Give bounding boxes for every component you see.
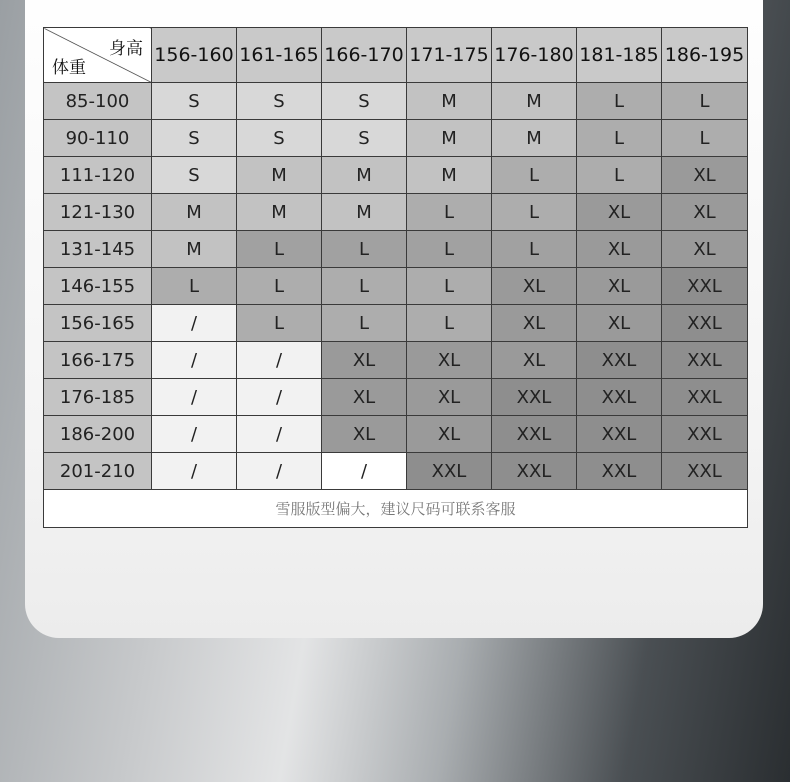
weight-range-cell: 146-155 — [44, 268, 152, 305]
size-cell: M — [407, 83, 492, 120]
size-cell: XXL — [577, 342, 662, 379]
height-header: 161-165 — [237, 28, 322, 83]
size-cell: S — [152, 83, 237, 120]
height-header: 186-195 — [662, 28, 748, 83]
size-cell: / — [322, 453, 407, 490]
weight-range-cell: 111-120 — [44, 157, 152, 194]
size-cell: L — [577, 120, 662, 157]
size-cell: XL — [322, 342, 407, 379]
size-cell: M — [152, 194, 237, 231]
size-cell: M — [152, 231, 237, 268]
weight-range-cell: 121-130 — [44, 194, 152, 231]
weight-range-cell: 186-200 — [44, 416, 152, 453]
size-cell: L — [577, 157, 662, 194]
size-note: 雪服版型偏大，建议尺码可联系客服 — [44, 490, 748, 528]
size-cell: L — [492, 231, 577, 268]
size-cell: L — [492, 157, 577, 194]
size-cell: L — [407, 268, 492, 305]
size-row — [44, 453, 748, 490]
size-chart-table — [43, 27, 748, 528]
height-header: 166-170 — [322, 28, 407, 83]
size-cell: L — [237, 268, 322, 305]
size-cell: XXL — [492, 379, 577, 416]
size-cell: L — [322, 231, 407, 268]
size-cell: L — [577, 83, 662, 120]
size-cell: L — [322, 305, 407, 342]
size-cell: XXL — [662, 342, 748, 379]
size-cell: / — [237, 416, 322, 453]
size-cell: M — [492, 83, 577, 120]
size-cell: S — [237, 83, 322, 120]
corner-cell — [44, 28, 152, 83]
size-cell: L — [407, 305, 492, 342]
size-cell: S — [237, 120, 322, 157]
size-cell: XXL — [662, 268, 748, 305]
size-cell: M — [237, 157, 322, 194]
height-header: 176-180 — [492, 28, 577, 83]
weight-range-cell: 176-185 — [44, 379, 152, 416]
size-cell: XXL — [662, 379, 748, 416]
size-cell: XL — [407, 342, 492, 379]
weight-range-cell: 131-145 — [44, 231, 152, 268]
height-axis-label: 身高 — [109, 39, 143, 59]
size-cell: / — [152, 453, 237, 490]
size-cell: L — [152, 268, 237, 305]
size-cell: XL — [577, 194, 662, 231]
height-header: 181-185 — [577, 28, 662, 83]
size-cell: XL — [577, 305, 662, 342]
size-cell: XL — [662, 157, 748, 194]
size-cell: XL — [577, 231, 662, 268]
size-row — [44, 379, 748, 416]
size-cell: M — [322, 194, 407, 231]
size-cell: L — [662, 120, 748, 157]
weight-range-cell: 85-100 — [44, 83, 152, 120]
size-row — [44, 416, 748, 453]
size-cell: / — [237, 453, 322, 490]
size-cell: XL — [407, 379, 492, 416]
height-header: 171-175 — [407, 28, 492, 83]
size-cell: / — [152, 342, 237, 379]
weight-range-cell: 166-175 — [44, 342, 152, 379]
size-cell: XXL — [662, 453, 748, 490]
size-cell: XXL — [662, 416, 748, 453]
size-cell: S — [322, 120, 407, 157]
size-cell: / — [152, 305, 237, 342]
size-cell: / — [152, 416, 237, 453]
size-row — [44, 268, 748, 305]
size-cell: XXL — [577, 453, 662, 490]
size-row — [44, 83, 748, 120]
size-cell: / — [237, 342, 322, 379]
size-cell: L — [407, 194, 492, 231]
weight-range-cell: 201-210 — [44, 453, 152, 490]
size-cell: XL — [407, 416, 492, 453]
size-cell: XL — [492, 305, 577, 342]
weight-range-cell: 90-110 — [44, 120, 152, 157]
size-cell: XL — [322, 416, 407, 453]
size-cell: XXL — [662, 305, 748, 342]
size-cell: XL — [577, 268, 662, 305]
size-row — [44, 157, 748, 194]
size-cell: M — [322, 157, 407, 194]
weight-range-cell: 156-165 — [44, 305, 152, 342]
size-row — [44, 194, 748, 231]
weight-axis-label: 体重 — [52, 58, 86, 78]
size-row — [44, 342, 748, 379]
height-header: 156-160 — [152, 28, 237, 83]
size-cell: XXL — [492, 416, 577, 453]
size-cell: XL — [492, 342, 577, 379]
size-cell: XL — [662, 231, 748, 268]
header-row — [44, 28, 748, 83]
size-row — [44, 231, 748, 268]
size-cell: M — [237, 194, 322, 231]
size-cell: L — [662, 83, 748, 120]
size-cell: XXL — [492, 453, 577, 490]
size-cell: XXL — [407, 453, 492, 490]
size-cell: S — [322, 83, 407, 120]
size-cell: XXL — [577, 416, 662, 453]
size-row — [44, 305, 748, 342]
size-cell: M — [407, 120, 492, 157]
size-cell: S — [152, 157, 237, 194]
size-cell: L — [237, 305, 322, 342]
size-cell: L — [237, 231, 322, 268]
size-cell: XXL — [577, 379, 662, 416]
size-cell: M — [407, 157, 492, 194]
size-cell: L — [407, 231, 492, 268]
size-cell: / — [237, 379, 322, 416]
size-cell: XL — [322, 379, 407, 416]
note-row — [44, 490, 748, 528]
size-cell: S — [152, 120, 237, 157]
size-cell: XL — [662, 194, 748, 231]
size-cell: L — [322, 268, 407, 305]
size-cell: / — [152, 379, 237, 416]
size-row — [44, 120, 748, 157]
size-cell: XL — [492, 268, 577, 305]
size-cell: L — [492, 194, 577, 231]
size-cell: M — [492, 120, 577, 157]
